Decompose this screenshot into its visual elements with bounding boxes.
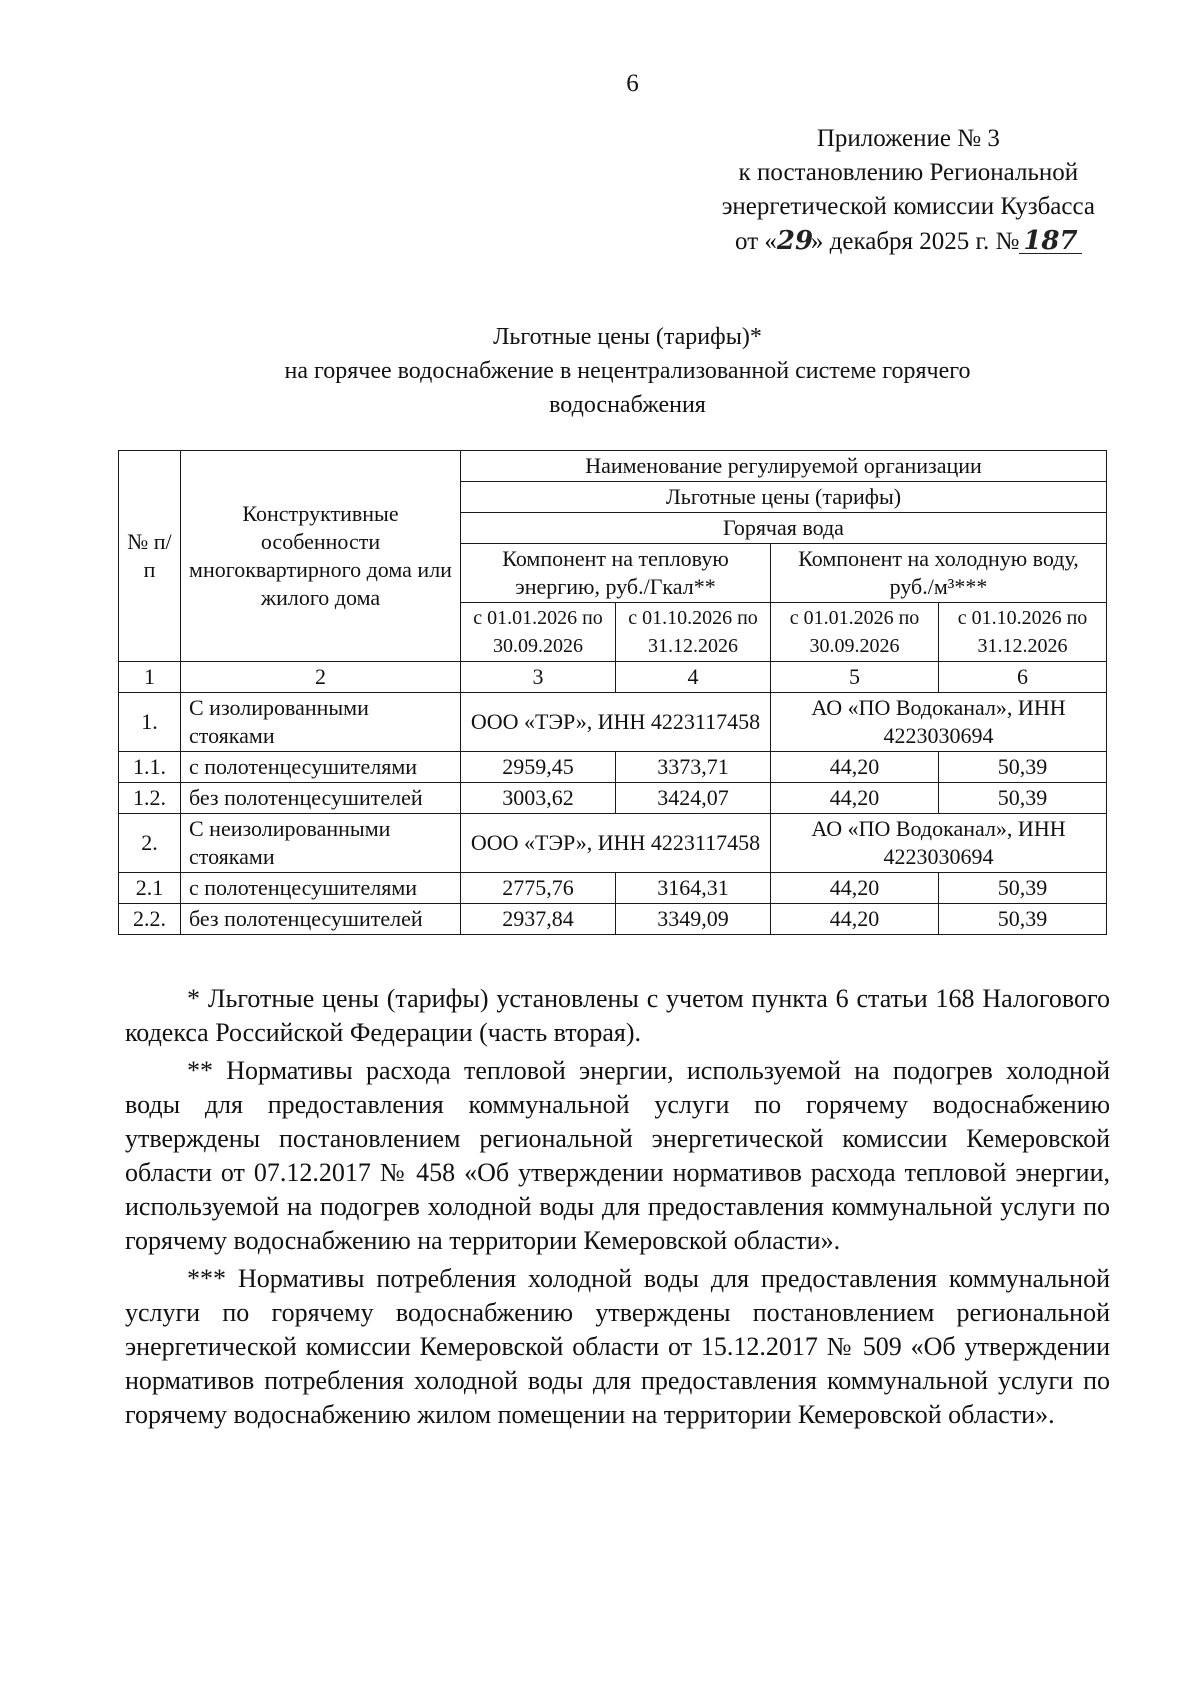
header-period-3: с 01.01.2026 по 30.09.2026 <box>771 603 939 662</box>
row-value-4: 50,39 <box>939 873 1107 904</box>
header-period-2: с 01.10.2026 по 31.12.2026 <box>616 603 771 662</box>
appendix-resolution-line: к постановлению Региональной <box>738 159 1079 186</box>
footnotes <box>125 982 1110 1436</box>
header-cold-component: Компонент на холодную воду, руб./м³*** <box>771 544 1107 603</box>
row-value-3: 44,20 <box>771 752 939 783</box>
footnote-2: ** Нормативы расхода тепловой энергии, используемой на подогрев холодной воды для предоставления коммунальной услуги по горячему водоснабжению утверждены постановлением региональной энергетической комиссии Кемеровской области от 07.12.2017 № 458 «Об утверждении нормативов расхода тепловой энергии, используемой на подогрев холодной воды для предоставления коммунальной услуги по горячему водоснабжению на территории Кемеровской области». <box>125 1056 1110 1255</box>
header-period-4: с 01.10.2026 по 31.12.2026 <box>939 603 1107 662</box>
appendix-commission-line: энергетической комиссии Кузбасса <box>721 193 1095 220</box>
row-num: 2.1 <box>119 873 181 904</box>
group-num: 2. <box>119 814 181 873</box>
handwritten-day: 29 <box>776 226 814 256</box>
title-line-3: водоснабжения <box>549 392 706 418</box>
row-value-2: 3164,31 <box>616 873 771 904</box>
row-label: с полотенцесушителями <box>181 873 461 904</box>
appendix-title: Приложение № 3 <box>816 125 1000 152</box>
group-org-thermal: ООО «ТЭР», ИНН 4223117458 <box>461 814 771 873</box>
row-value-1: 3003,62 <box>461 783 616 814</box>
row-value-4: 50,39 <box>939 752 1107 783</box>
row-num: 1.1. <box>119 752 181 783</box>
row-label: без полотенцесушителей <box>181 904 461 935</box>
header-prices: Льготные цены (тарифы) <box>461 482 1107 513</box>
row-value-4: 50,39 <box>939 904 1107 935</box>
row-value-2: 3349,09 <box>616 904 771 935</box>
document-title <box>170 320 1085 422</box>
group-row-2 <box>119 814 1107 873</box>
title-line-1: Льготные цены (тарифы)* <box>493 324 762 350</box>
header-period-1: с 01.01.2026 по 30.09.2026 <box>461 603 616 662</box>
tariff-table-wrapper <box>118 450 1106 935</box>
group-num: 1. <box>119 693 181 752</box>
row-num: 2.2. <box>119 904 181 935</box>
header-num: № п/п <box>119 451 181 662</box>
appendix-date-line <box>722 224 1095 259</box>
col-number-4: 4 <box>616 662 771 693</box>
row-value-3: 44,20 <box>771 783 939 814</box>
column-number-row <box>119 662 1107 693</box>
date-prefix: от « <box>735 228 777 255</box>
appendix-header <box>722 122 1095 259</box>
group-label: С неизолированными стояками <box>181 814 461 873</box>
tariff-table <box>118 450 1107 935</box>
row-value-3: 44,20 <box>771 873 939 904</box>
header-thermal-component: Компонент на тепловую энергию, руб./Гкал** <box>461 544 771 603</box>
header-row-org <box>119 451 1107 482</box>
row-label: с полотенцесушителями <box>181 752 461 783</box>
table-row <box>119 904 1107 935</box>
title-line-2: на горячее водоснабжение в нецентрализованной системе горячего <box>284 358 971 384</box>
col-number-1: 1 <box>119 662 181 693</box>
group-org-thermal: ООО «ТЭР», ИНН 4223117458 <box>461 693 771 752</box>
group-row-1 <box>119 693 1107 752</box>
row-label: без полотенцесушителей <box>181 783 461 814</box>
footnote-3: *** Нормативы потребления холодной воды для предоставления коммунальной услуги по горячему водоснабжению утверждены постановлением региональной энергетической комиссии Кемеровской области от 15.12.2017 № 509 «Об утверждении нормативов потребления холодной воды для предоставления коммунальной услуги по горячему водоснабжению жилом помещении на территории Кемеровской области». <box>125 1264 1110 1429</box>
row-value-2: 3373,71 <box>616 752 771 783</box>
date-month-year: » декабря 2025 г. № <box>810 228 1020 255</box>
col-number-6: 6 <box>939 662 1107 693</box>
page-number: 6 <box>626 70 639 97</box>
row-num: 1.2. <box>119 783 181 814</box>
row-value-4: 50,39 <box>939 783 1107 814</box>
col-number-5: 5 <box>771 662 939 693</box>
group-org-cold: АО «ПО Водоканал», ИНН 4223030694 <box>771 814 1107 873</box>
row-value-1: 2937,84 <box>461 904 616 935</box>
footnote-1: * Льготные цены (тарифы) установлены с учетом пункта 6 статьи 168 Налогового кодекса Российской Федерации (часть вторая). <box>125 984 1110 1047</box>
col-number-3: 3 <box>461 662 616 693</box>
col-number-2: 2 <box>181 662 461 693</box>
group-label: С изолированными стояками <box>181 693 461 752</box>
header-hot-water: Горячая вода <box>461 513 1107 544</box>
table-row <box>119 783 1107 814</box>
group-org-cold: АО «ПО Водоканал», ИНН 4223030694 <box>771 693 1107 752</box>
row-value-3: 44,20 <box>771 904 939 935</box>
table-row <box>119 873 1107 904</box>
row-value-1: 2775,76 <box>461 873 616 904</box>
header-construct: Конструктивные особенности многоквартирного дома или жилого дома <box>181 451 461 662</box>
header-org: Наименование регулируемой организации <box>461 451 1107 482</box>
row-value-1: 2959,45 <box>461 752 616 783</box>
row-value-2: 3424,07 <box>616 783 771 814</box>
table-row <box>119 752 1107 783</box>
handwritten-doc-number: 187 <box>1019 229 1081 254</box>
